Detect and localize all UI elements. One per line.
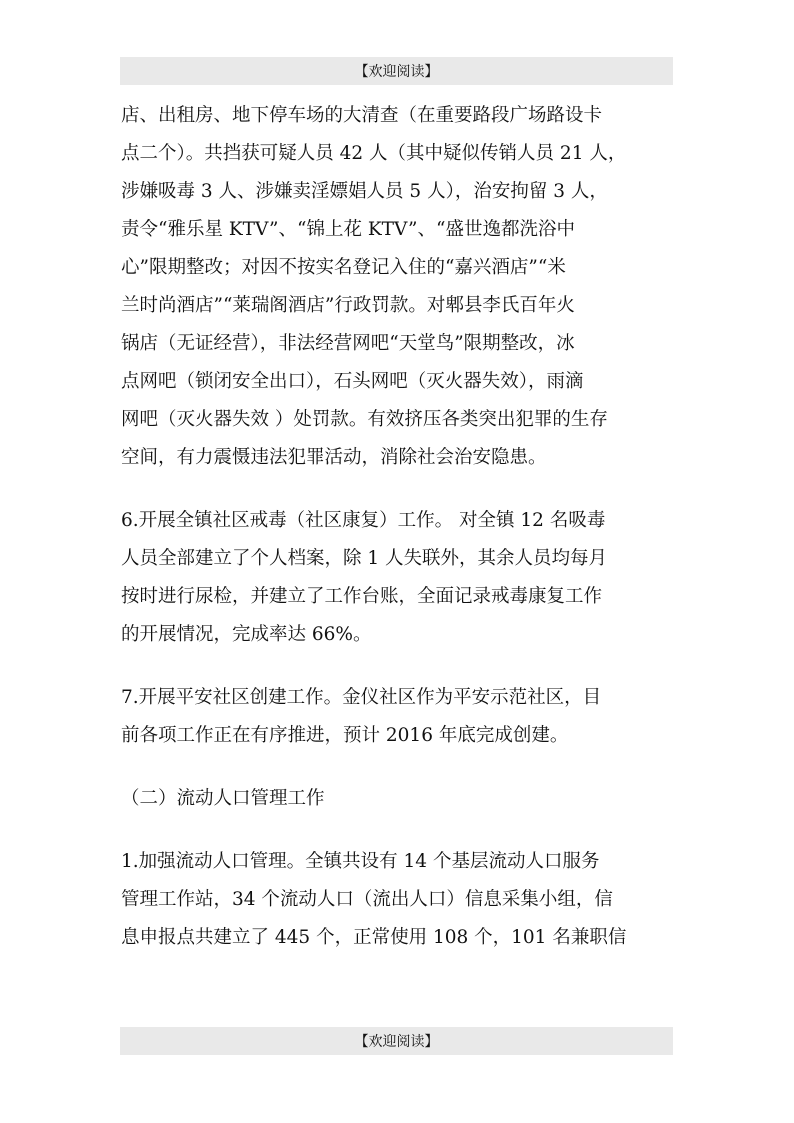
paragraph-public-security-crackdown [121, 97, 676, 477]
text-line: 按时进行尿检，并建立了工作台账，全面记录戒毒康复工作 [121, 586, 603, 607]
text-line: 7.开展平安社区创建工作。金仪社区作为平安示范社区，目 [121, 687, 602, 708]
text-line: 网吧（灭火器失效 ）处罚款。有效挤压各类突出犯罪的生存 [121, 409, 608, 430]
text-line: 的开展情况，完成率达 66%。 [121, 624, 372, 645]
text-line: 点网吧（锁闭安全出口），石头网吧（灭火器失效），雨滴 [121, 371, 584, 392]
section-heading: （二）流动人口管理工作 [121, 788, 325, 809]
paragraph-floating-population-management [121, 843, 676, 957]
text-line: 6.开展全镇社区戒毒（社区康复）工作。 对全镇 12 名吸毒 [121, 510, 606, 531]
text-line: 兰时尚酒店”“莱瑞阁酒店”行政罚款。对郫县李氏百年火 [121, 295, 575, 316]
text-line: 管理工作站，34 个流动人口（流出人口）信息采集小组，信 [121, 889, 613, 910]
section-heading-floating-population [121, 780, 676, 818]
text-line: 锅店（无证经营），非法经营网吧“天堂鸟”限期整改，冰 [121, 333, 575, 354]
text-line: 店、出租房、地下停车场的大清查（在重要路段广场路设卡 [121, 105, 603, 126]
paragraph-community-drug-rehab [121, 502, 676, 654]
text-line: 1.加强流动人口管理。全镇共设有 14 个基层流动人口服务 [121, 851, 600, 872]
text-line: 责令“雅乐星 KTV”、“锦上花 KTV”、“盛世逸都洗浴中 [121, 219, 575, 240]
document-body [121, 97, 676, 957]
text-line: 心”限期整改；对因不按实名登记入住的“嘉兴酒店”“米 [121, 257, 566, 278]
text-line: 空间，有力震慑违法犯罪活动，消除社会治安隐患。 [121, 447, 547, 468]
text-line: 人员全部建立了个人档案，除 1 人失联外，其余人员均每月 [121, 548, 608, 569]
text-line: 息申报点共建立了 445 个，正常使用 108 个，101 名兼职信 [121, 927, 627, 948]
footer-banner: 【欢迎阅读】 [120, 1027, 673, 1055]
text-line: 前各项工作正在有序推进，预计 2016 年底完成创建。 [121, 725, 569, 746]
paragraph-safe-community [121, 679, 676, 755]
text-line: 点二个）。共挡获可疑人员 42 人（其中疑似传销人员 21 人， [121, 143, 627, 164]
text-line: 涉嫌吸毒 3 人、涉嫌卖淫嫖娼人员 5 人），治安拘留 3 人， [121, 181, 608, 202]
header-banner: 【欢迎阅读】 [120, 57, 673, 85]
